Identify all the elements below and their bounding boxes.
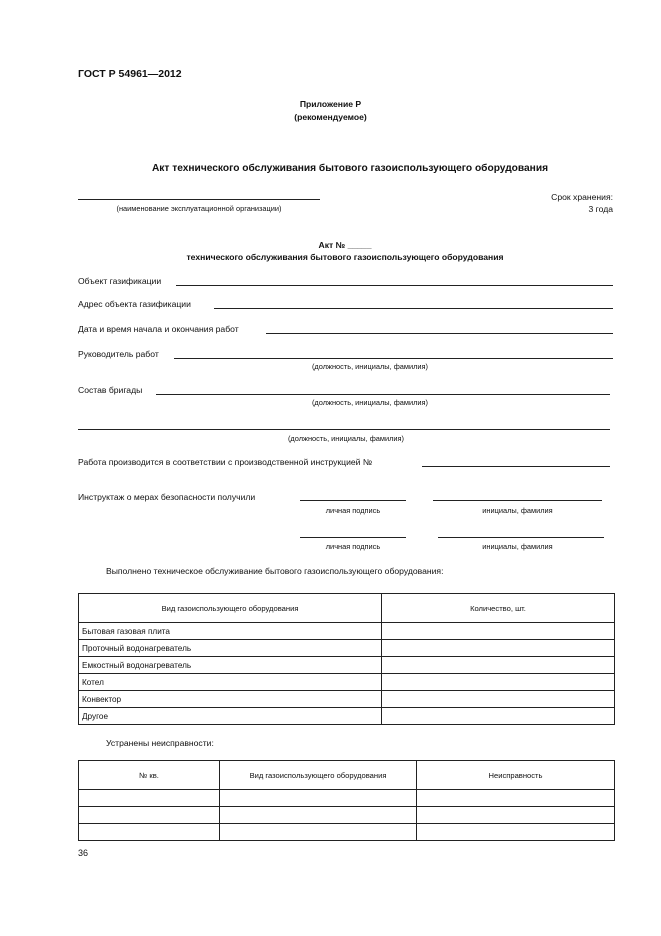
faults-table — [78, 760, 615, 841]
object-label: Объект газификации — [78, 276, 162, 286]
quantity-cell[interactable] — [382, 691, 615, 708]
header-quantity: Количество, шт. — [382, 594, 615, 623]
appendix-subtitle: (рекомендуемое) — [294, 112, 367, 122]
fault-cell[interactable] — [417, 807, 615, 824]
name-caption-2: инициалы, фамилия — [482, 542, 553, 551]
equipment-cell[interactable] — [220, 790, 417, 807]
table-row — [79, 691, 615, 708]
crew-label: Состав бригады — [78, 385, 143, 395]
apartment-cell[interactable] — [79, 824, 220, 841]
retention-value: 3 года — [588, 204, 613, 214]
document-title: Акт технического обслуживания бытового газоиспользующего оборудования — [151, 163, 549, 174]
quantity-cell[interactable] — [382, 674, 615, 691]
apartment-cell[interactable] — [79, 807, 220, 824]
table-header-row — [79, 594, 615, 623]
instruction-line[interactable] — [422, 466, 610, 467]
signature-line-2[interactable] — [300, 537, 406, 538]
header-equipment-type: Вид газоиспользующего оборудования — [220, 761, 417, 790]
equipment-name: Бытовая газовая плита — [79, 623, 382, 640]
leader-label: Руководитель работ — [78, 349, 159, 359]
table-row — [79, 640, 615, 657]
organization-caption: (наименование эксплуатационной организации) — [116, 204, 282, 213]
equipment-name: Емкостный водонагреватель — [79, 657, 382, 674]
table-row — [79, 657, 615, 674]
retention-label: Срок хранения: — [551, 192, 613, 202]
header-fault: Неисправность — [417, 761, 615, 790]
equipment-name: Проточный водонагреватель — [79, 640, 382, 657]
appendix-title: Приложение Р — [299, 99, 362, 109]
act-subtitle: технического обслуживания бытового газоиспользующего оборудования — [186, 252, 504, 262]
header-equipment-type: Вид газоиспользующего оборудования — [79, 594, 382, 623]
fault-cell[interactable] — [417, 824, 615, 841]
table-row — [79, 807, 615, 824]
page-number: 36 — [78, 848, 89, 858]
equipment-table — [78, 593, 615, 725]
equipment-cell[interactable] — [220, 807, 417, 824]
signature-caption-2: личная подпись — [325, 542, 381, 551]
name-caption-1: инициалы, фамилия — [482, 506, 553, 515]
signature-caption-1: личная подпись — [325, 506, 381, 515]
equipment-name: Конвектор — [79, 691, 382, 708]
table-row — [79, 674, 615, 691]
header-apartment-number: № кв. — [79, 761, 220, 790]
briefing-label: Инструктаж о мерах безопасности получили — [78, 492, 256, 502]
crew-caption: (должность, инициалы, фамилия) — [311, 398, 429, 407]
crew-line[interactable] — [156, 394, 610, 395]
signature-line-1[interactable] — [300, 500, 406, 501]
standard-number: ГОСТ Р 54961—2012 — [78, 68, 182, 80]
address-line[interactable] — [214, 308, 613, 309]
datetime-label: Дата и время начала и окончания работ — [78, 324, 239, 334]
leader-caption: (должность, инициалы, фамилия) — [311, 362, 429, 371]
organization-line[interactable] — [78, 199, 320, 200]
name-line-1[interactable] — [433, 500, 602, 501]
table-row — [79, 790, 615, 807]
address-label: Адрес объекта газификации — [78, 299, 191, 309]
quantity-cell[interactable] — [382, 657, 615, 674]
equipment-cell[interactable] — [220, 824, 417, 841]
faults-header-row — [79, 761, 615, 790]
act-number: Акт № _____ — [318, 240, 372, 250]
fault-cell[interactable] — [417, 790, 615, 807]
table-row — [79, 623, 615, 640]
table-row — [79, 708, 615, 725]
equipment-name: Котел — [79, 674, 382, 691]
performed-text: Выполнено техническое обслуживание бытового газоиспользующего оборудования: — [106, 566, 444, 576]
faults-text: Устранены неисправности: — [106, 738, 214, 748]
object-line[interactable] — [176, 285, 613, 286]
instruction-label: Работа производится в соответствии с производственной инструкцией № — [78, 457, 373, 467]
name-line-2[interactable] — [438, 537, 604, 538]
table-row — [79, 824, 615, 841]
datetime-line[interactable] — [266, 333, 613, 334]
leader-line[interactable] — [174, 358, 613, 359]
crew-extra-line[interactable] — [78, 429, 610, 430]
quantity-cell[interactable] — [382, 708, 615, 725]
quantity-cell[interactable] — [382, 640, 615, 657]
crew-extra-caption: (должность, инициалы, фамилия) — [287, 434, 405, 443]
equipment-name: Другое — [79, 708, 382, 725]
apartment-cell[interactable] — [79, 790, 220, 807]
quantity-cell[interactable] — [382, 623, 615, 640]
